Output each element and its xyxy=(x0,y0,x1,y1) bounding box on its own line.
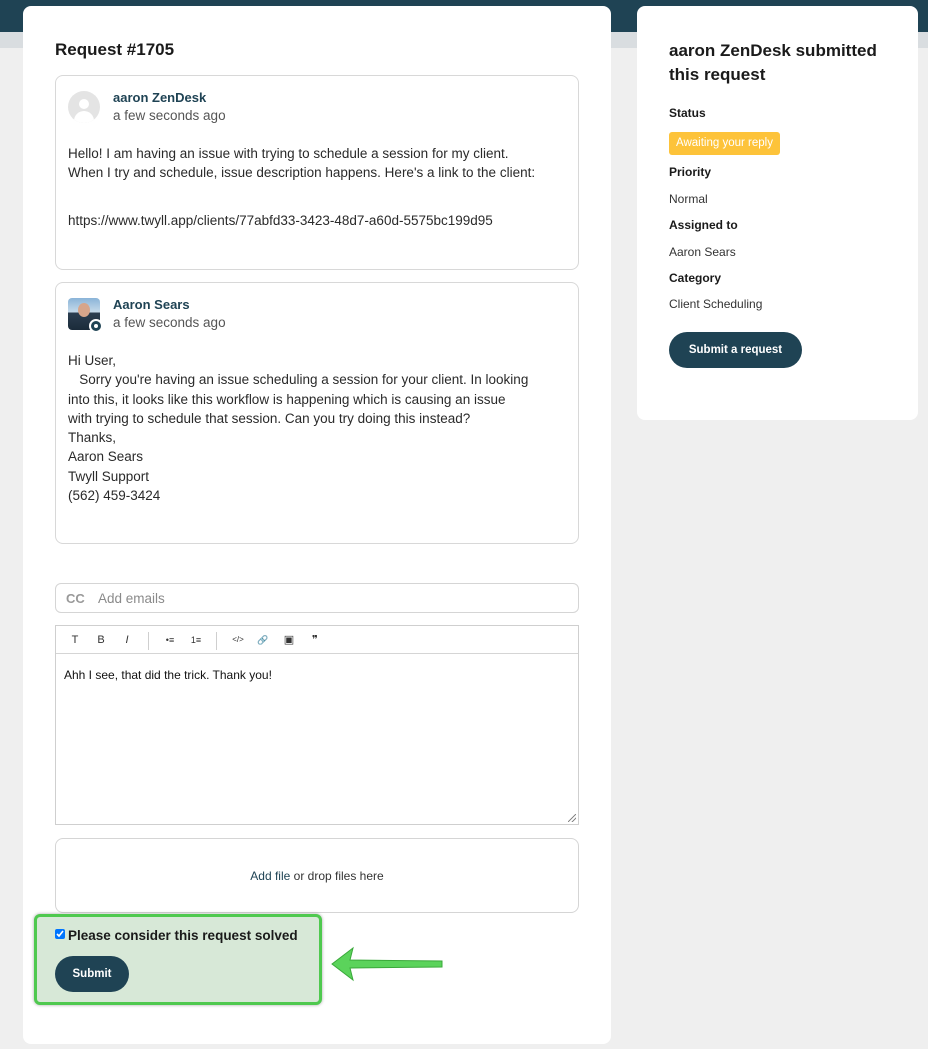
add-file-link[interactable]: Add file xyxy=(250,869,291,883)
comment-card xyxy=(55,282,579,544)
client-link[interactable]: https://www.twyll.app/clients/77abfd33-3423-48d7-a60d-5575bc199d95 xyxy=(68,212,493,228)
left-arrow-annotation-icon xyxy=(328,944,446,984)
link-icon[interactable]: 🔗 xyxy=(257,635,269,645)
reply-editor[interactable] xyxy=(55,625,579,825)
resize-handle-icon[interactable] xyxy=(568,814,576,822)
category-value: Client Scheduling xyxy=(669,297,763,311)
bold-icon[interactable]: B xyxy=(97,634,105,646)
toolbar-divider xyxy=(148,632,149,650)
comment-line: Aaron Sears xyxy=(68,449,144,465)
comment-time: a few seconds ago xyxy=(113,108,226,123)
comment-line: Hi User, xyxy=(68,353,117,368)
comment-author[interactable]: aaron ZenDesk xyxy=(113,90,207,105)
image-icon[interactable]: ▣ xyxy=(283,634,295,646)
editor-toolbar xyxy=(56,626,578,654)
comment-line: Thanks, xyxy=(68,430,117,446)
text-format-icon[interactable]: T xyxy=(71,634,79,646)
comment-line: Sorry you're having an issue scheduling a session for your client. In looking xyxy=(68,372,529,388)
assigned-value: Aaron Sears xyxy=(669,245,736,259)
drop-files-text: or drop files here xyxy=(290,869,384,883)
comment-line: into this, it looks like this workflow is happening which is causing an issue xyxy=(68,391,506,407)
solved-label[interactable]: Please consider this request solved xyxy=(68,928,298,943)
priority-label: Priority xyxy=(669,165,712,179)
agent-badge-icon xyxy=(89,319,103,333)
comment-card xyxy=(55,75,579,270)
file-dropzone[interactable] xyxy=(55,838,579,913)
code-block-icon[interactable]: </> xyxy=(232,635,244,644)
comment-line: Hello! I am having an issue with trying to schedule a session for my client. xyxy=(68,146,509,161)
comment-body xyxy=(68,144,573,230)
comment-time: a few seconds ago xyxy=(113,315,226,330)
toolbar-divider xyxy=(216,632,217,650)
request-details-sidebar xyxy=(637,6,918,420)
assigned-label: Assigned to xyxy=(669,218,738,232)
cc-label: CC xyxy=(66,591,85,606)
reply-text[interactable]: Ahh I see, that did the trick. Thank you! xyxy=(64,668,272,682)
category-label: Category xyxy=(669,271,722,285)
quote-icon[interactable]: ❞ xyxy=(312,634,318,646)
comment-line: with trying to schedule that session. Can you try doing this instead? xyxy=(68,410,471,426)
comment-line: When I try and schedule, issue description happens. Here's a link to the client: xyxy=(68,165,536,181)
numbered-list-icon[interactable]: 1≡ xyxy=(190,635,202,645)
submit-button[interactable]: Submit xyxy=(55,956,129,992)
comment-body xyxy=(68,351,573,505)
request-main-card xyxy=(23,6,611,1044)
cc-field[interactable] xyxy=(55,583,579,613)
comment-line: (562) 459-3424 xyxy=(68,488,161,504)
submit-request-button[interactable]: Submit a request xyxy=(669,332,802,368)
bulleted-list-icon[interactable]: •≡ xyxy=(165,635,175,645)
cc-email-input[interactable] xyxy=(98,588,568,608)
status-label: Status xyxy=(669,106,706,120)
priority-value: Normal xyxy=(669,192,708,206)
comment-author[interactable]: Aaron Sears xyxy=(113,297,190,312)
user-avatar-icon xyxy=(68,91,100,123)
comment-line: Twyll Support xyxy=(68,468,150,484)
solved-checkbox[interactable] xyxy=(55,929,65,939)
sidebar-title: aaron ZenDesk submitted this request xyxy=(669,41,877,84)
italic-icon[interactable]: I xyxy=(125,634,129,646)
status-badge: Awaiting your reply xyxy=(669,132,780,155)
page-title: Request #1705 xyxy=(55,40,175,59)
